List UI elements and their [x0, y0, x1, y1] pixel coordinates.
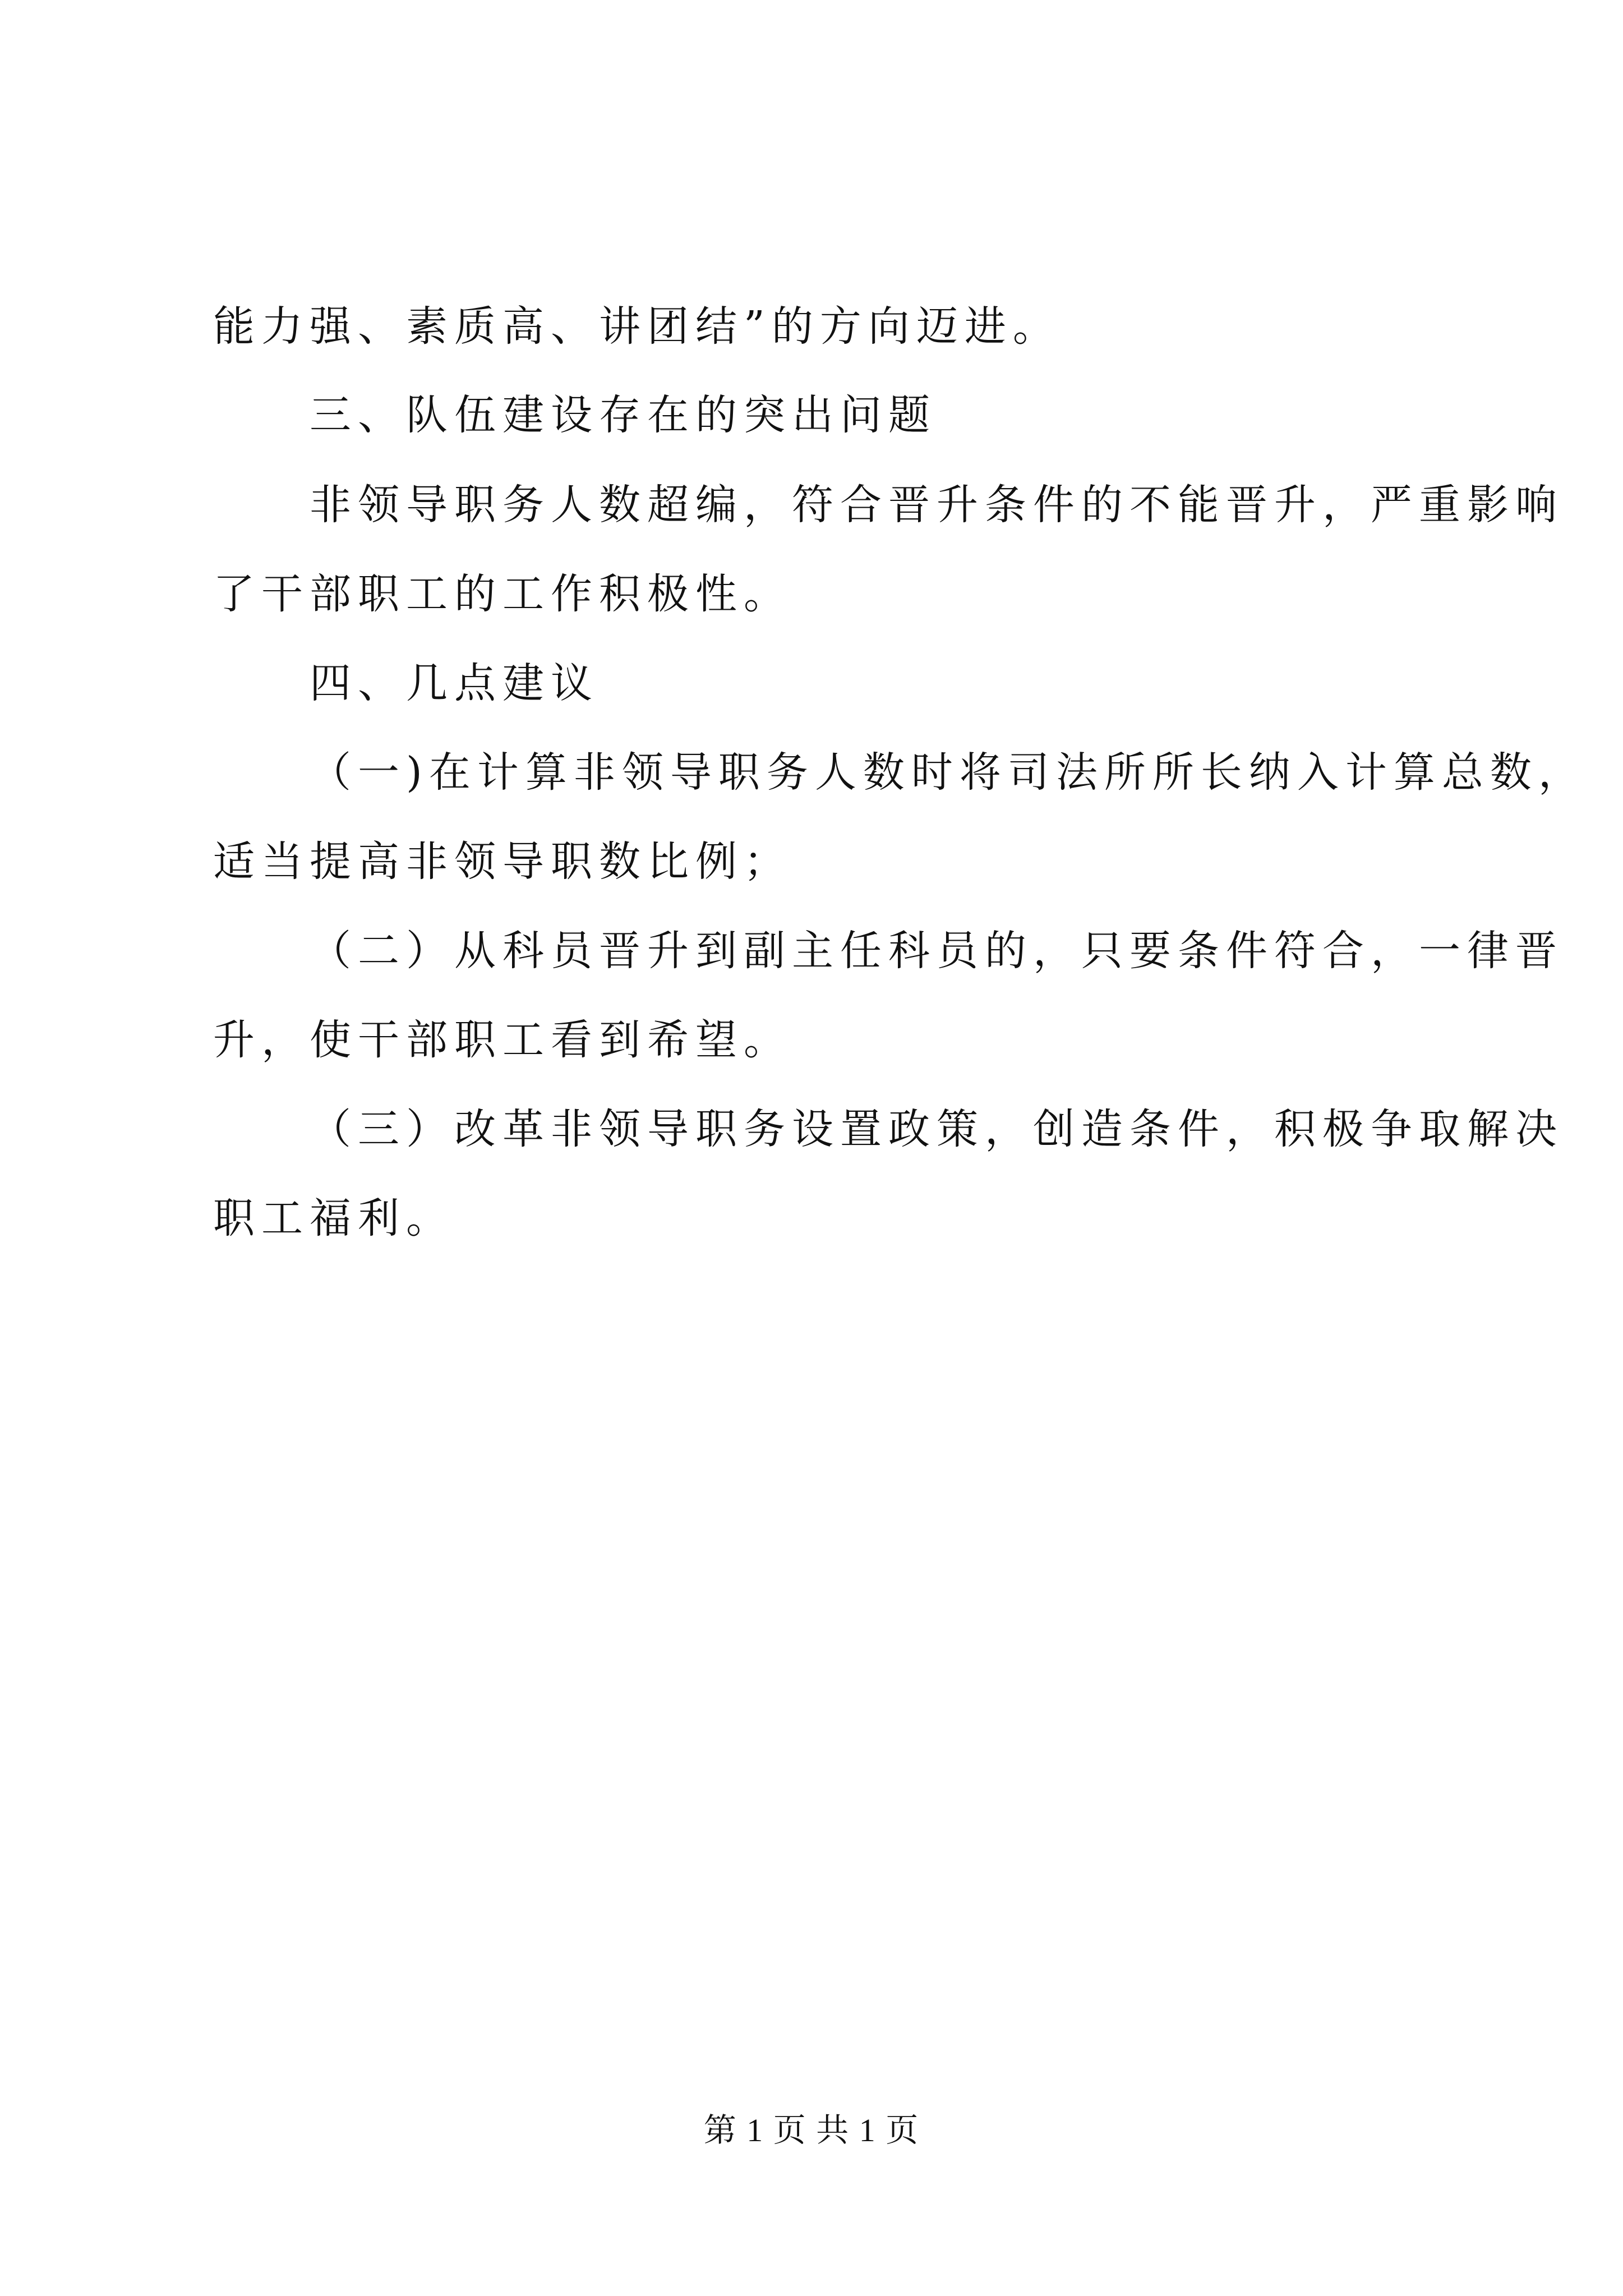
suggestion-1-line-2: 适当提高非领导职数比例；: [213, 838, 792, 886]
suggestion-3-line-1: （三）改革非领导职务设置政策，创造条件，积极争取解决: [310, 1105, 1564, 1153]
paragraph-line-3: 了干部职工的工作积极性。: [213, 570, 792, 618]
section-heading-3: 三、队伍建设存在的突出问题: [310, 391, 937, 439]
paragraph-line-2: 非领导职务人数超编，符合晋升条件的不能晋升，严重影响: [310, 481, 1564, 529]
page-number-footer: 第 1 页 共 1 页: [703, 2112, 920, 2148]
suggestion-2-line-2: 升，使干部职工看到希望。: [213, 1016, 792, 1064]
suggestion-2-line-1: （二）从科员晋升到副主任科员的，只要条件符合，一律晋: [310, 927, 1564, 975]
section-heading-4: 四、几点建议: [310, 659, 599, 707]
paragraph-line-1: 能力强、素质高、讲团结”的方向迈进。: [213, 302, 1061, 351]
suggestion-3-line-2: 职工福利。: [213, 1194, 454, 1243]
suggestion-1-line-1: （一)在计算非领导职务人数时将司法所所长纳入计算总数，: [310, 748, 1587, 797]
